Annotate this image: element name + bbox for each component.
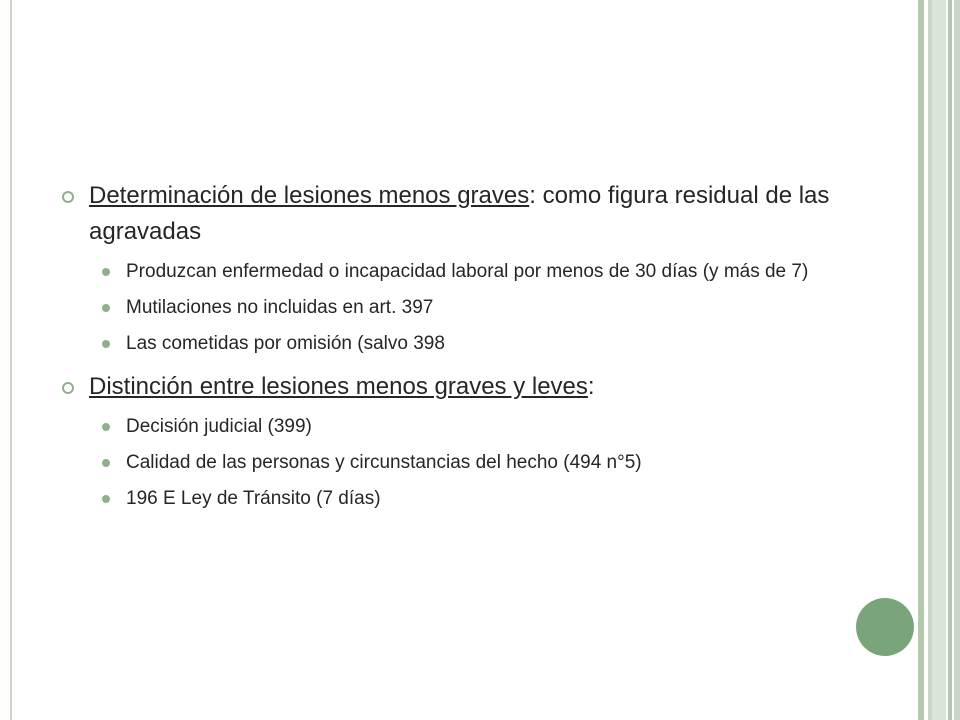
heading-underlined: Determinación de lesiones menos graves <box>89 182 530 209</box>
heading-underlined: Distinción entre lesiones menos graves y leves <box>89 373 588 400</box>
dot-bullet-icon <box>102 340 110 348</box>
dot-bullet-icon <box>102 459 110 467</box>
sub-bullet-text: Decisión judicial (399) <box>126 416 312 437</box>
slide-frame-line <box>10 0 12 720</box>
sub-bullet-text: Las cometidas por omisión (salvo 398 <box>126 333 445 354</box>
sub-bullet-item <box>126 485 880 512</box>
sub-bullet-item <box>126 449 880 476</box>
heading-rest: : como figura residual de las agravadas <box>89 182 830 245</box>
decorative-green-circle <box>856 598 914 656</box>
bullet-item-1 <box>60 178 880 250</box>
sub-bullet-item <box>126 258 880 285</box>
sub-bullet-item <box>126 330 880 357</box>
sub-bullet-item <box>126 294 880 321</box>
dot-bullet-icon <box>102 268 110 276</box>
ring-bullet-icon <box>62 191 74 203</box>
ring-bullet-icon <box>62 382 74 394</box>
bullet-item-2 <box>60 369 880 405</box>
dot-bullet-icon <box>102 495 110 503</box>
heading-rest: : <box>587 373 595 400</box>
sub-bullet-text: Produzcan enfermedad o incapacidad laboral por menos de 30 días (y más de 7) <box>126 261 809 282</box>
slide-body <box>60 178 880 512</box>
decorative-side-stripes <box>918 0 960 720</box>
sub-bullet-item <box>126 413 880 440</box>
sub-bullet-text: Calidad de las personas y circunstancias del hecho (494 n°5) <box>126 452 642 473</box>
sub-bullet-text: Mutilaciones no incluidas en art. 397 <box>126 297 434 318</box>
dot-bullet-icon <box>102 423 110 431</box>
sub-bullet-text: 196 E Ley de Tránsito (7 días) <box>126 488 381 509</box>
dot-bullet-icon <box>102 304 110 312</box>
